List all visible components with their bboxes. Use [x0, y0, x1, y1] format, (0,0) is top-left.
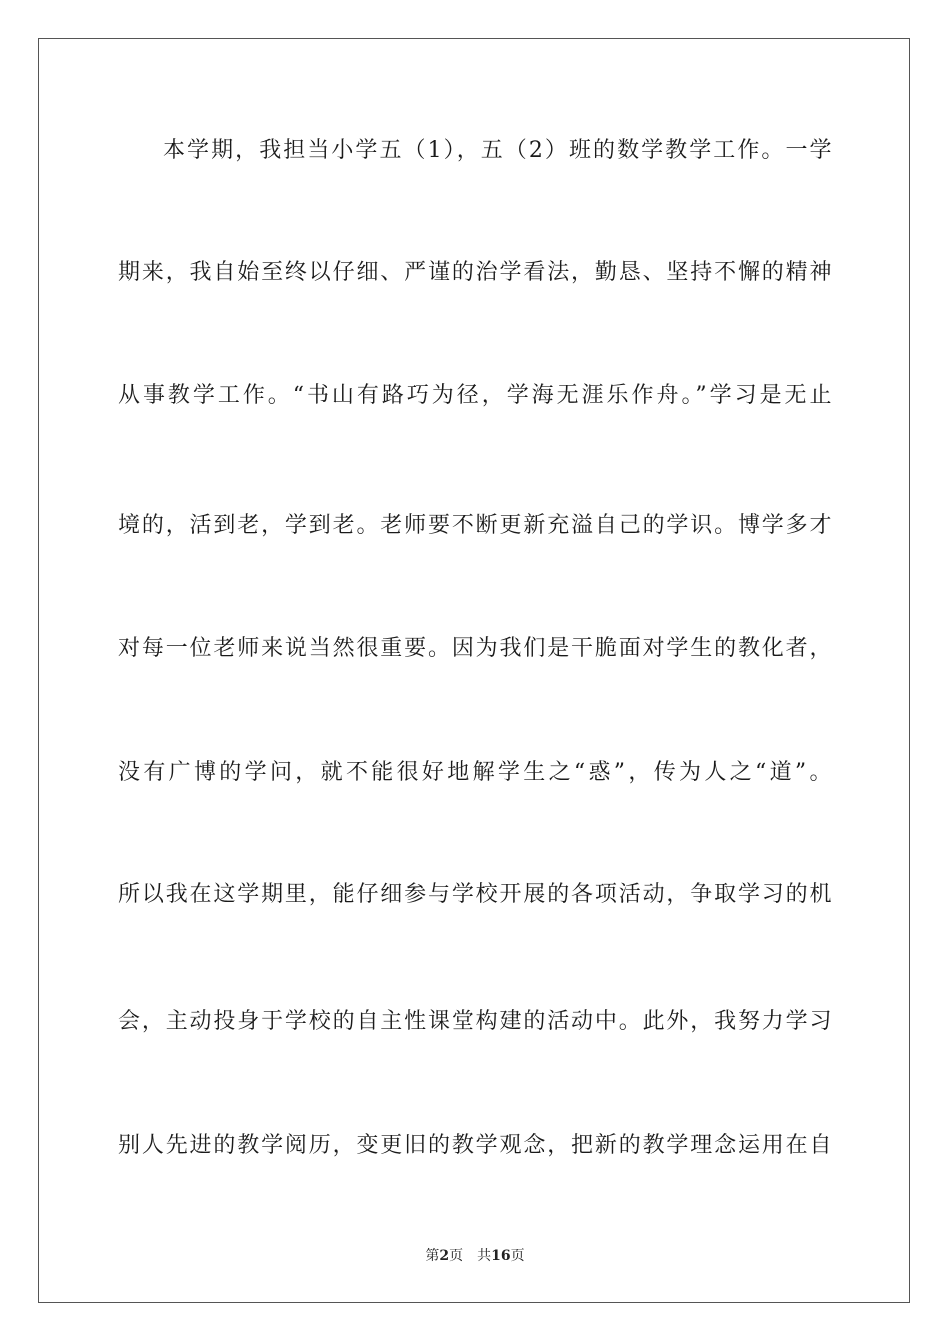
- text-line-4: 境的，活到老，学到老。老师要不断更新充溢自己的学识。博学多才: [118, 513, 833, 538]
- total-suffix: 页: [510, 1248, 525, 1264]
- page-suffix: 页: [449, 1248, 464, 1264]
- text-line-6: 没有广博的学问，就不能很好地解学生之“惑”，传为人之“道”。: [118, 760, 833, 785]
- text-line-9: 别人先进的教学阅历，变更旧的教学观念，把新的教学理念运用在自: [118, 1133, 833, 1158]
- text-line-3: 从事教学工作。“书山有路巧为径，学海无涯乐作舟。”学习是无止: [118, 383, 833, 408]
- text-line-2: 期来，我自始至终以仔细、严谨的治学看法，勤恳、坚持不懈的精神: [118, 260, 833, 285]
- total-prefix: 共: [477, 1248, 492, 1264]
- total-pages: 16: [491, 1248, 511, 1264]
- text-line-1: 本学期，我担当小学五（1），五（2）班的数学教学工作。一学: [163, 138, 833, 163]
- page-footer: [0, 1247, 950, 1265]
- text-line-7: 所以我在这学期里，能仔细参与学校开展的各项活动，争取学习的机: [118, 882, 833, 907]
- text-line-5: 对每一位老师来说当然很重要。因为我们是干脆面对学生的教化者，: [118, 636, 833, 661]
- page-prefix: 第: [425, 1248, 440, 1264]
- page-number: 2: [439, 1248, 450, 1264]
- text-line-8: 会，主动投身于学校的自主性课堂构建的活动中。此外，我努力学习: [118, 1009, 833, 1034]
- page-border: [38, 38, 910, 1303]
